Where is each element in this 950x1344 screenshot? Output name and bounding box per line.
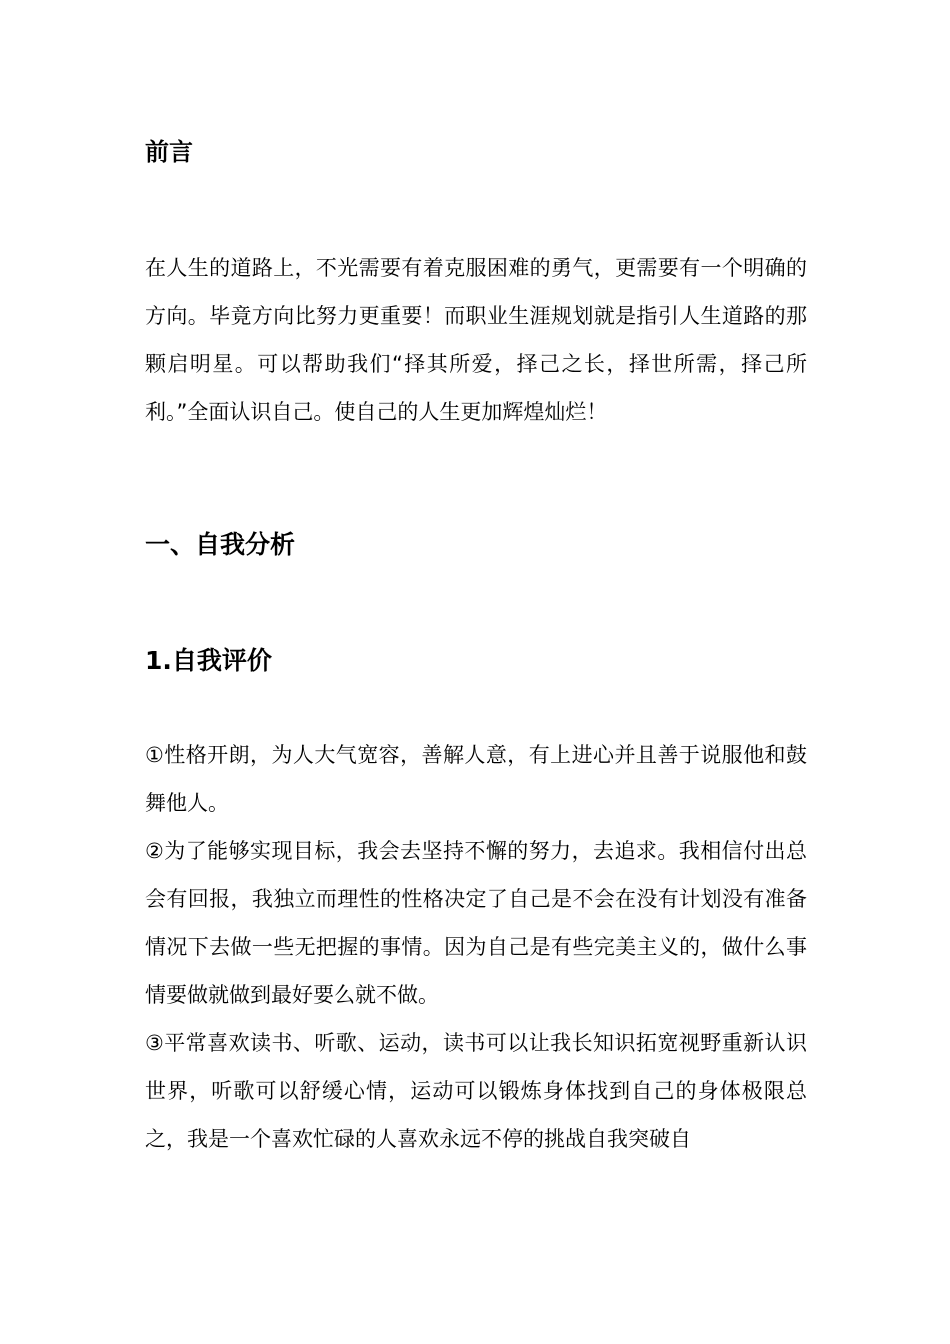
preface-paragraph: 在人生的道路上，不光需要有着克服困难的勇气，更需要有一个明确的方向。毕竟方向比努力更重要！而职业生涯规划就是指引人生道路的那颗启明星。可以帮助我们“择其所爱，择己之长，择世所需，择己所利。”全面认识自己。使自己的人生更加辉煌灿烂！ <box>145 256 807 424</box>
self-evaluation-list <box>145 731 807 1163</box>
list-item: ①性格开朗，为人大气宽容，善解人意，有上进心并且善于说服他和鼓舞他人。 <box>145 743 807 815</box>
list-item: ③平常喜欢读书、听歌、运动，读书可以让我长知识拓宽视野重新认识世界，听歌可以舒缓心情，运动可以锻炼身体找到自己的身体极限总之，我是一个喜欢忙碌的人喜欢永远不停的挑战自我突破自 <box>145 1031 807 1151</box>
list-item: ②为了能够实现目标，我会去坚持不懈的努力，去追求。我相信付出总会有回报，我独立而理性的性格决定了自己是不会在没有计划没有准备情况下去做一些无把握的事情。因为自己是有些完美主义的，做什么事情要做就做到最好要么就不做。 <box>145 839 807 1007</box>
preface-heading: 前言 <box>145 138 193 166</box>
section-heading-self-analysis: 一、自我分析 <box>145 530 296 559</box>
subsection-heading-self-evaluation: 1.自我评价 <box>145 646 272 675</box>
